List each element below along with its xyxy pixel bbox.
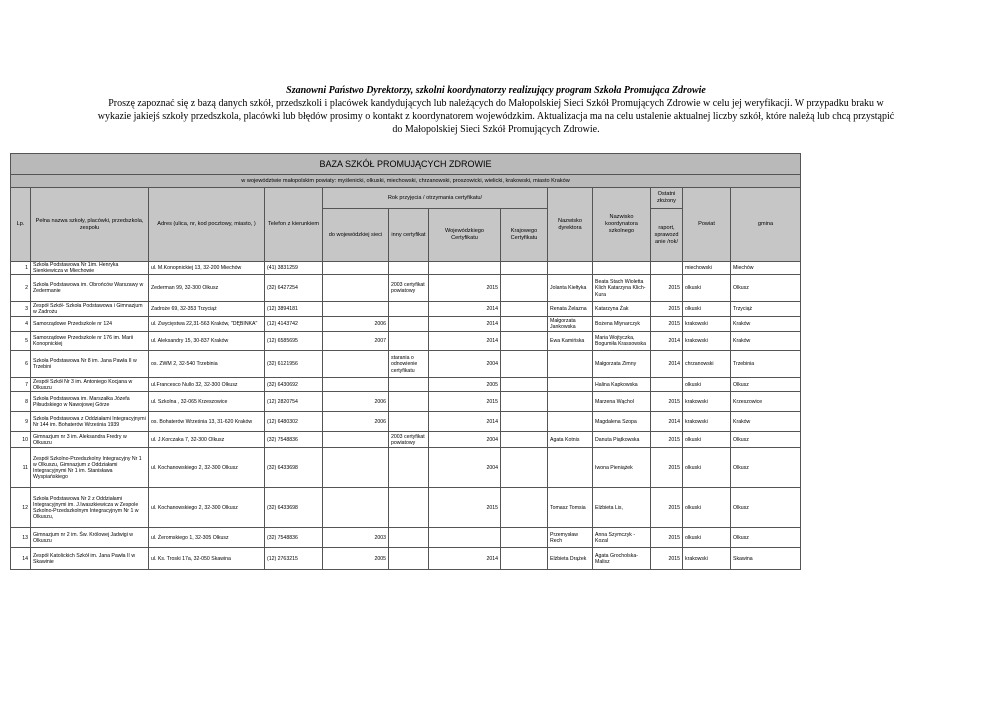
cell-report: 2015 bbox=[651, 528, 683, 548]
cell-report: 2015 bbox=[651, 432, 683, 448]
cell-name: Gimnazjum nr 2 im. Św. Królowej Jadwigi w Olkuszu bbox=[31, 528, 149, 548]
intro-heading: Szanowni Państwo Dyrektorzy, szkolni koordynatorzy realizujący program Szkoła Promująca Zdrowie bbox=[286, 85, 706, 96]
cell-gmina: Trzyciąż bbox=[731, 302, 801, 317]
cell-report bbox=[651, 262, 683, 275]
cell-do-woj: 2006 bbox=[323, 412, 389, 432]
cell-inny bbox=[389, 488, 429, 528]
cell-phone: (12) 2820754 bbox=[265, 392, 323, 412]
cell-kraj bbox=[501, 488, 548, 528]
cell-kraj bbox=[501, 448, 548, 488]
cell-address: os. ZWM 2, 32-540 Trzebinia bbox=[149, 351, 265, 378]
schools-table bbox=[10, 153, 801, 570]
cell-address: Zederman 99, 32-300 Olkusz bbox=[149, 275, 265, 302]
cell-name: Szkoła Podstawowa im. Marszałka Józefa Piłsudskiego w Nawojowej Górze bbox=[31, 392, 149, 412]
cell-name: Zespół Szkolno-Przedszkolny Integracyjny Nr 1 w Olkuszu, Gimnazjum z Oddziałami Integracyjnymi Nr 1 im. Stanisława Wyspiańskiego bbox=[31, 448, 149, 488]
cell-lp: 6 bbox=[11, 351, 31, 378]
cell-kraj bbox=[501, 275, 548, 302]
cell-powiat: krakowski bbox=[683, 412, 731, 432]
cell-coordinator: Magdalena Szopa bbox=[593, 412, 651, 432]
cell-wojew bbox=[429, 528, 501, 548]
cell-phone: (12) 6480302 bbox=[265, 412, 323, 432]
cell-wojew: 2014 bbox=[429, 332, 501, 351]
cell-director: Elżbieta Drążek bbox=[548, 548, 593, 570]
cell-director: Agata Kotnis bbox=[548, 432, 593, 448]
cell-address: ul. Aleksandry 15, 30-837 Kraków bbox=[149, 332, 265, 351]
cell-gmina: Miechów bbox=[731, 262, 801, 275]
cell-name: Szkoła Podstawowa im. Obrońców Warszawy w Zedermanie bbox=[31, 275, 149, 302]
table-row bbox=[11, 528, 801, 548]
cell-wojew: 2005 bbox=[429, 378, 501, 392]
cell-director bbox=[548, 351, 593, 378]
cell-gmina: Olkusz bbox=[731, 528, 801, 548]
cell-inny: 2003 certyfikat powiatowy bbox=[389, 275, 429, 302]
cell-gmina: Trzebinia bbox=[731, 351, 801, 378]
cell-powiat: olkuski bbox=[683, 488, 731, 528]
cell-report: 2015 bbox=[651, 302, 683, 317]
intro-line-1: Proszę zapoznać się z bazą danych szkół, przedszkoli i placówek kandydujących lub należących do Małopolskiej Sieci Szkół Promujących Zdrowie w celu jej weryfikacji. W przypadku braku w bbox=[108, 98, 884, 109]
table-row bbox=[11, 432, 801, 448]
cell-do-woj: 2003 bbox=[323, 528, 389, 548]
cell-wojew: 2014 bbox=[429, 548, 501, 570]
cell-report: 2014 bbox=[651, 412, 683, 432]
cell-gmina: Kraków bbox=[731, 317, 801, 332]
cell-lp: 13 bbox=[11, 528, 31, 548]
intro-line-2: wykazie jakiejś szkoły przedszkola, placówki lub błędów prosimy o kontakt z koordynatorem wojewódzkim. Aktualizacja ma na celu ustalenie aktualnej liczby szkół, które należą lub chcą przystąpić bbox=[97, 111, 895, 122]
cell-kraj bbox=[501, 528, 548, 548]
cell-lp: 8 bbox=[11, 392, 31, 412]
cell-address: ul.Francesco Nullo 32, 32-300 Olkusz bbox=[149, 378, 265, 392]
cell-powiat: olkuski bbox=[683, 432, 731, 448]
header-lp: Lp. bbox=[11, 188, 31, 262]
table-body bbox=[11, 262, 801, 570]
cell-report bbox=[651, 378, 683, 392]
table-row bbox=[11, 448, 801, 488]
cell-director bbox=[548, 392, 593, 412]
cell-lp: 14 bbox=[11, 548, 31, 570]
table-row bbox=[11, 302, 801, 317]
cell-wojew: 2014 bbox=[429, 317, 501, 332]
cell-do-woj bbox=[323, 448, 389, 488]
cell-do-woj: 2006 bbox=[323, 392, 389, 412]
cell-gmina: Kraków bbox=[731, 412, 801, 432]
cell-inny bbox=[389, 412, 429, 432]
cell-gmina: Olkusz bbox=[731, 448, 801, 488]
header-name: Pełna nazwa szkoły, placówki, przedszkola, zespołu bbox=[31, 188, 149, 262]
cell-inny bbox=[389, 262, 429, 275]
cell-name: Szkoła Podstawowa Nr 1im. Henryka Sienkiewicza w Miechowie bbox=[31, 262, 149, 275]
cell-address: os. Bohaterów Września 13, 31-620 Kraków bbox=[149, 412, 265, 432]
cell-inny bbox=[389, 548, 429, 570]
cell-director: Ewa Kamińska bbox=[548, 332, 593, 351]
cell-coordinator: Małgorzata Zimny bbox=[593, 351, 651, 378]
cell-phone: (32) 6427254 bbox=[265, 275, 323, 302]
cell-report: 2015 bbox=[651, 448, 683, 488]
cell-inny: starania o odnowienie certyfikatu bbox=[389, 351, 429, 378]
cell-lp: 1 bbox=[11, 262, 31, 275]
cell-inny bbox=[389, 378, 429, 392]
cell-lp: 12 bbox=[11, 488, 31, 528]
cell-report: 2015 bbox=[651, 548, 683, 570]
cell-gmina: Krzeszowice bbox=[731, 392, 801, 412]
cell-gmina: Skawina bbox=[731, 548, 801, 570]
table-row bbox=[11, 351, 801, 378]
cell-inny bbox=[389, 317, 429, 332]
cell-address: ul. Żeromskiego 1, 32-305 Olkusz bbox=[149, 528, 265, 548]
cell-do-woj bbox=[323, 378, 389, 392]
cell-address: ul. Ks. Troski 17a, 32-050 Skawina bbox=[149, 548, 265, 570]
cell-powiat: olkuski bbox=[683, 275, 731, 302]
cell-do-woj: 2007 bbox=[323, 332, 389, 351]
cell-name: Zespół Szkół Nr 3 im. Antoniego Kocjana w Olkuszu bbox=[31, 378, 149, 392]
cell-phone: (32) 6430692 bbox=[265, 378, 323, 392]
cell-kraj bbox=[501, 412, 548, 432]
cell-coordinator: Iwona Pieniążek bbox=[593, 448, 651, 488]
cell-powiat: olkuski bbox=[683, 378, 731, 392]
cell-lp: 10 bbox=[11, 432, 31, 448]
cell-phone: (12) 2763215 bbox=[265, 548, 323, 570]
cell-director: Renata Żelazna bbox=[548, 302, 593, 317]
cell-coordinator: Elżbieta Lis, bbox=[593, 488, 651, 528]
cell-wojew: 2015 bbox=[429, 392, 501, 412]
cell-gmina: Olkusz bbox=[731, 488, 801, 528]
header-report: raport, sprawozd anie /rok/ bbox=[651, 209, 683, 262]
cell-report: 2015 bbox=[651, 275, 683, 302]
header-phone: Telefon z kierunkiem bbox=[265, 188, 323, 262]
cell-phone: (12) 4143742 bbox=[265, 317, 323, 332]
cell-lp: 11 bbox=[11, 448, 31, 488]
table-row bbox=[11, 262, 801, 275]
cell-wojew: 2015 bbox=[429, 275, 501, 302]
header-inny: inny certyfikat bbox=[389, 209, 429, 262]
header-director: Nazwisko dyrektora bbox=[548, 188, 593, 262]
header-last-reports: Ostatni złożony bbox=[651, 188, 683, 209]
cell-do-woj bbox=[323, 351, 389, 378]
cell-name: Szkoła Podstawowa Nr 2 z Oddziałami Integracyjnymi im. J.Iwaszkiewicza w Zespole Szkolno-Przedszkolnym Integracyjnym Nr 1 w Olkuszu, bbox=[31, 488, 149, 528]
cell-gmina: Kraków bbox=[731, 332, 801, 351]
table-row bbox=[11, 392, 801, 412]
cell-name: Zespół Katolickich Szkół im. Jana Pawła II w Skawinie bbox=[31, 548, 149, 570]
cell-coordinator bbox=[593, 262, 651, 275]
cell-do-woj bbox=[323, 432, 389, 448]
cell-wojew: 2004 bbox=[429, 351, 501, 378]
cell-inny bbox=[389, 528, 429, 548]
cell-phone: (12) 6585695 bbox=[265, 332, 323, 351]
header-kraj-cert: Krajowego Certyfikatu bbox=[501, 209, 548, 262]
header-powiat: Powiat bbox=[683, 188, 731, 262]
cell-report: 2015 bbox=[651, 392, 683, 412]
cell-do-woj bbox=[323, 275, 389, 302]
cell-director bbox=[548, 412, 593, 432]
cell-kraj bbox=[501, 548, 548, 570]
table-row bbox=[11, 275, 801, 302]
cell-wojew: 2004 bbox=[429, 432, 501, 448]
cell-lp: 7 bbox=[11, 378, 31, 392]
cell-address: ul. Kochanowskiego 2, 32-300 Olkusz bbox=[149, 488, 265, 528]
cell-name: Szkoła Podstawowa z Oddziałami Integracyjnymi Nr 144 im. Bohaterów Września 1939 bbox=[31, 412, 149, 432]
cell-director: Małgorzata Jankowska bbox=[548, 317, 593, 332]
cell-coordinator: Marzena Wąchol bbox=[593, 392, 651, 412]
cell-lp: 4 bbox=[11, 317, 31, 332]
cell-name: Gimnazjum nr 3 im. Aleksandra Fredry w Olkuszu bbox=[31, 432, 149, 448]
cell-phone: (41) 3831259 bbox=[265, 262, 323, 275]
cell-powiat: miechowski bbox=[683, 262, 731, 275]
cell-director: Przemysław Rech bbox=[548, 528, 593, 548]
cell-wojew: 2014 bbox=[429, 302, 501, 317]
cell-powiat: chrzanowski bbox=[683, 351, 731, 378]
cell-phone: (32) 6433698 bbox=[265, 488, 323, 528]
header-wojew-cert: Wojewódzkiego Certyfikatu bbox=[429, 209, 501, 262]
cell-kraj bbox=[501, 432, 548, 448]
cell-address: ul. Zwycięstwa 22,31-563 Kraków, "DĘBINKA" bbox=[149, 317, 265, 332]
cell-director bbox=[548, 262, 593, 275]
cell-inny bbox=[389, 392, 429, 412]
cell-phone: (32) 7548836 bbox=[265, 528, 323, 548]
cell-phone: (12) 3894181 bbox=[265, 302, 323, 317]
table-row bbox=[11, 317, 801, 332]
cell-kraj bbox=[501, 392, 548, 412]
intro-line-3: do Małopolskiej Sieci Szkół Promujących Zdrowie. bbox=[392, 124, 600, 135]
cell-director bbox=[548, 448, 593, 488]
cell-report: 2014 bbox=[651, 351, 683, 378]
cell-lp: 3 bbox=[11, 302, 31, 317]
cell-coordinator: Danuta Piątkowska bbox=[593, 432, 651, 448]
cell-phone: (32) 7548836 bbox=[265, 432, 323, 448]
cell-wojew bbox=[429, 262, 501, 275]
header-year-group: Rok przyjęcia / otrzymania certyfikatu/ bbox=[323, 188, 548, 209]
cell-coordinator: Katarzyna Żak bbox=[593, 302, 651, 317]
cell-do-woj: 2006 bbox=[323, 317, 389, 332]
cell-powiat: krakowski bbox=[683, 317, 731, 332]
cell-wojew: 2015 bbox=[429, 488, 501, 528]
header-address: Adres (ulica, nr, kod pocztowy, miasto, ) bbox=[149, 188, 265, 262]
cell-report: 2015 bbox=[651, 317, 683, 332]
cell-do-woj bbox=[323, 488, 389, 528]
cell-kraj bbox=[501, 332, 548, 351]
cell-powiat: olkuski bbox=[683, 448, 731, 488]
cell-gmina: Olkusz bbox=[731, 275, 801, 302]
cell-wojew: 2004 bbox=[429, 448, 501, 488]
cell-director: Tomasz Tomsia bbox=[548, 488, 593, 528]
cell-coordinator: Agata Grocholska-Malisz bbox=[593, 548, 651, 570]
cell-lp: 9 bbox=[11, 412, 31, 432]
cell-name: Samorządowe Przedszkole nr 124 bbox=[31, 317, 149, 332]
cell-kraj bbox=[501, 378, 548, 392]
cell-kraj bbox=[501, 262, 548, 275]
cell-do-woj: 2005 bbox=[323, 548, 389, 570]
table-row bbox=[11, 378, 801, 392]
cell-powiat: krakowski bbox=[683, 332, 731, 351]
cell-kraj bbox=[501, 351, 548, 378]
cell-do-woj bbox=[323, 302, 389, 317]
cell-inny bbox=[389, 302, 429, 317]
cell-coordinator: Beata Stach Wioletta Klich Katarzyna Klich-Kura bbox=[593, 275, 651, 302]
cell-coordinator: Halina Kapkowska bbox=[593, 378, 651, 392]
intro-text bbox=[0, 84, 992, 136]
cell-coordinator: Bożena Młynarczyk bbox=[593, 317, 651, 332]
header-coordinator: Nazwisko koordynatora szkolnego bbox=[593, 188, 651, 262]
cell-powiat: krakowski bbox=[683, 548, 731, 570]
cell-wojew: 2014 bbox=[429, 412, 501, 432]
table-row bbox=[11, 548, 801, 570]
cell-director bbox=[548, 378, 593, 392]
cell-do-woj bbox=[323, 262, 389, 275]
cell-address: Zadroże 69, 32-353 Trzyciąż bbox=[149, 302, 265, 317]
cell-report: 2014 bbox=[651, 332, 683, 351]
cell-kraj bbox=[501, 302, 548, 317]
header-do-woj: do wojewódzkiej sieci bbox=[323, 209, 389, 262]
cell-address: ul. J.Korczaka 7, 32-300 Olkusz bbox=[149, 432, 265, 448]
cell-powiat: olkuski bbox=[683, 302, 731, 317]
cell-powiat: krakowski bbox=[683, 392, 731, 412]
cell-lp: 2 bbox=[11, 275, 31, 302]
cell-name: Samorządowe Przedszkole nr 176 im. Marii Konopnickiej bbox=[31, 332, 149, 351]
cell-coordinator: Maria Wojtyczka, Bogumiła Krassowska bbox=[593, 332, 651, 351]
cell-inny bbox=[389, 448, 429, 488]
table-row bbox=[11, 412, 801, 432]
cell-address: ul. Kochanowskiego 2, 32-300 Olkusz bbox=[149, 448, 265, 488]
cell-coordinator: Anna Szymczyk - Kozal bbox=[593, 528, 651, 548]
cell-director: Jolanta Kiełtyka bbox=[548, 275, 593, 302]
cell-gmina: Olkusz bbox=[731, 378, 801, 392]
cell-name: Zespół Szkół- Szkoła Podstawowa i Gimnazjum w Zadrożu bbox=[31, 302, 149, 317]
cell-inny bbox=[389, 332, 429, 351]
cell-address: ul. Szkolna , 32-065 Krzeszowice bbox=[149, 392, 265, 412]
cell-inny: 2003 certyfikat powiatowy bbox=[389, 432, 429, 448]
cell-kraj bbox=[501, 317, 548, 332]
cell-report: 2015 bbox=[651, 488, 683, 528]
cell-gmina: Olkusz bbox=[731, 432, 801, 448]
table-title: BAZA SZKÓŁ PROMUJĄCYCH ZDROWIE bbox=[11, 154, 801, 175]
cell-name: Szkoła Podstawowa Nr 8 im. Jana Pawła II w Trzebini bbox=[31, 351, 149, 378]
header-gmina: gmina bbox=[731, 188, 801, 262]
table-subtitle: w województwie małopolskim powiaty: myślenicki, olkuski, miechowski, chrzanowski, proszowicki, wielicki, krakowski, miasto Kraków bbox=[11, 175, 801, 188]
table-header bbox=[11, 154, 801, 262]
cell-phone: (32) 6433698 bbox=[265, 448, 323, 488]
cell-lp: 5 bbox=[11, 332, 31, 351]
table-row bbox=[11, 488, 801, 528]
cell-powiat: olkuski bbox=[683, 528, 731, 548]
cell-phone: (32) 6121956 bbox=[265, 351, 323, 378]
cell-address: ul. M.Konopnickiej 13, 32-200 Miechów bbox=[149, 262, 265, 275]
table-row bbox=[11, 332, 801, 351]
